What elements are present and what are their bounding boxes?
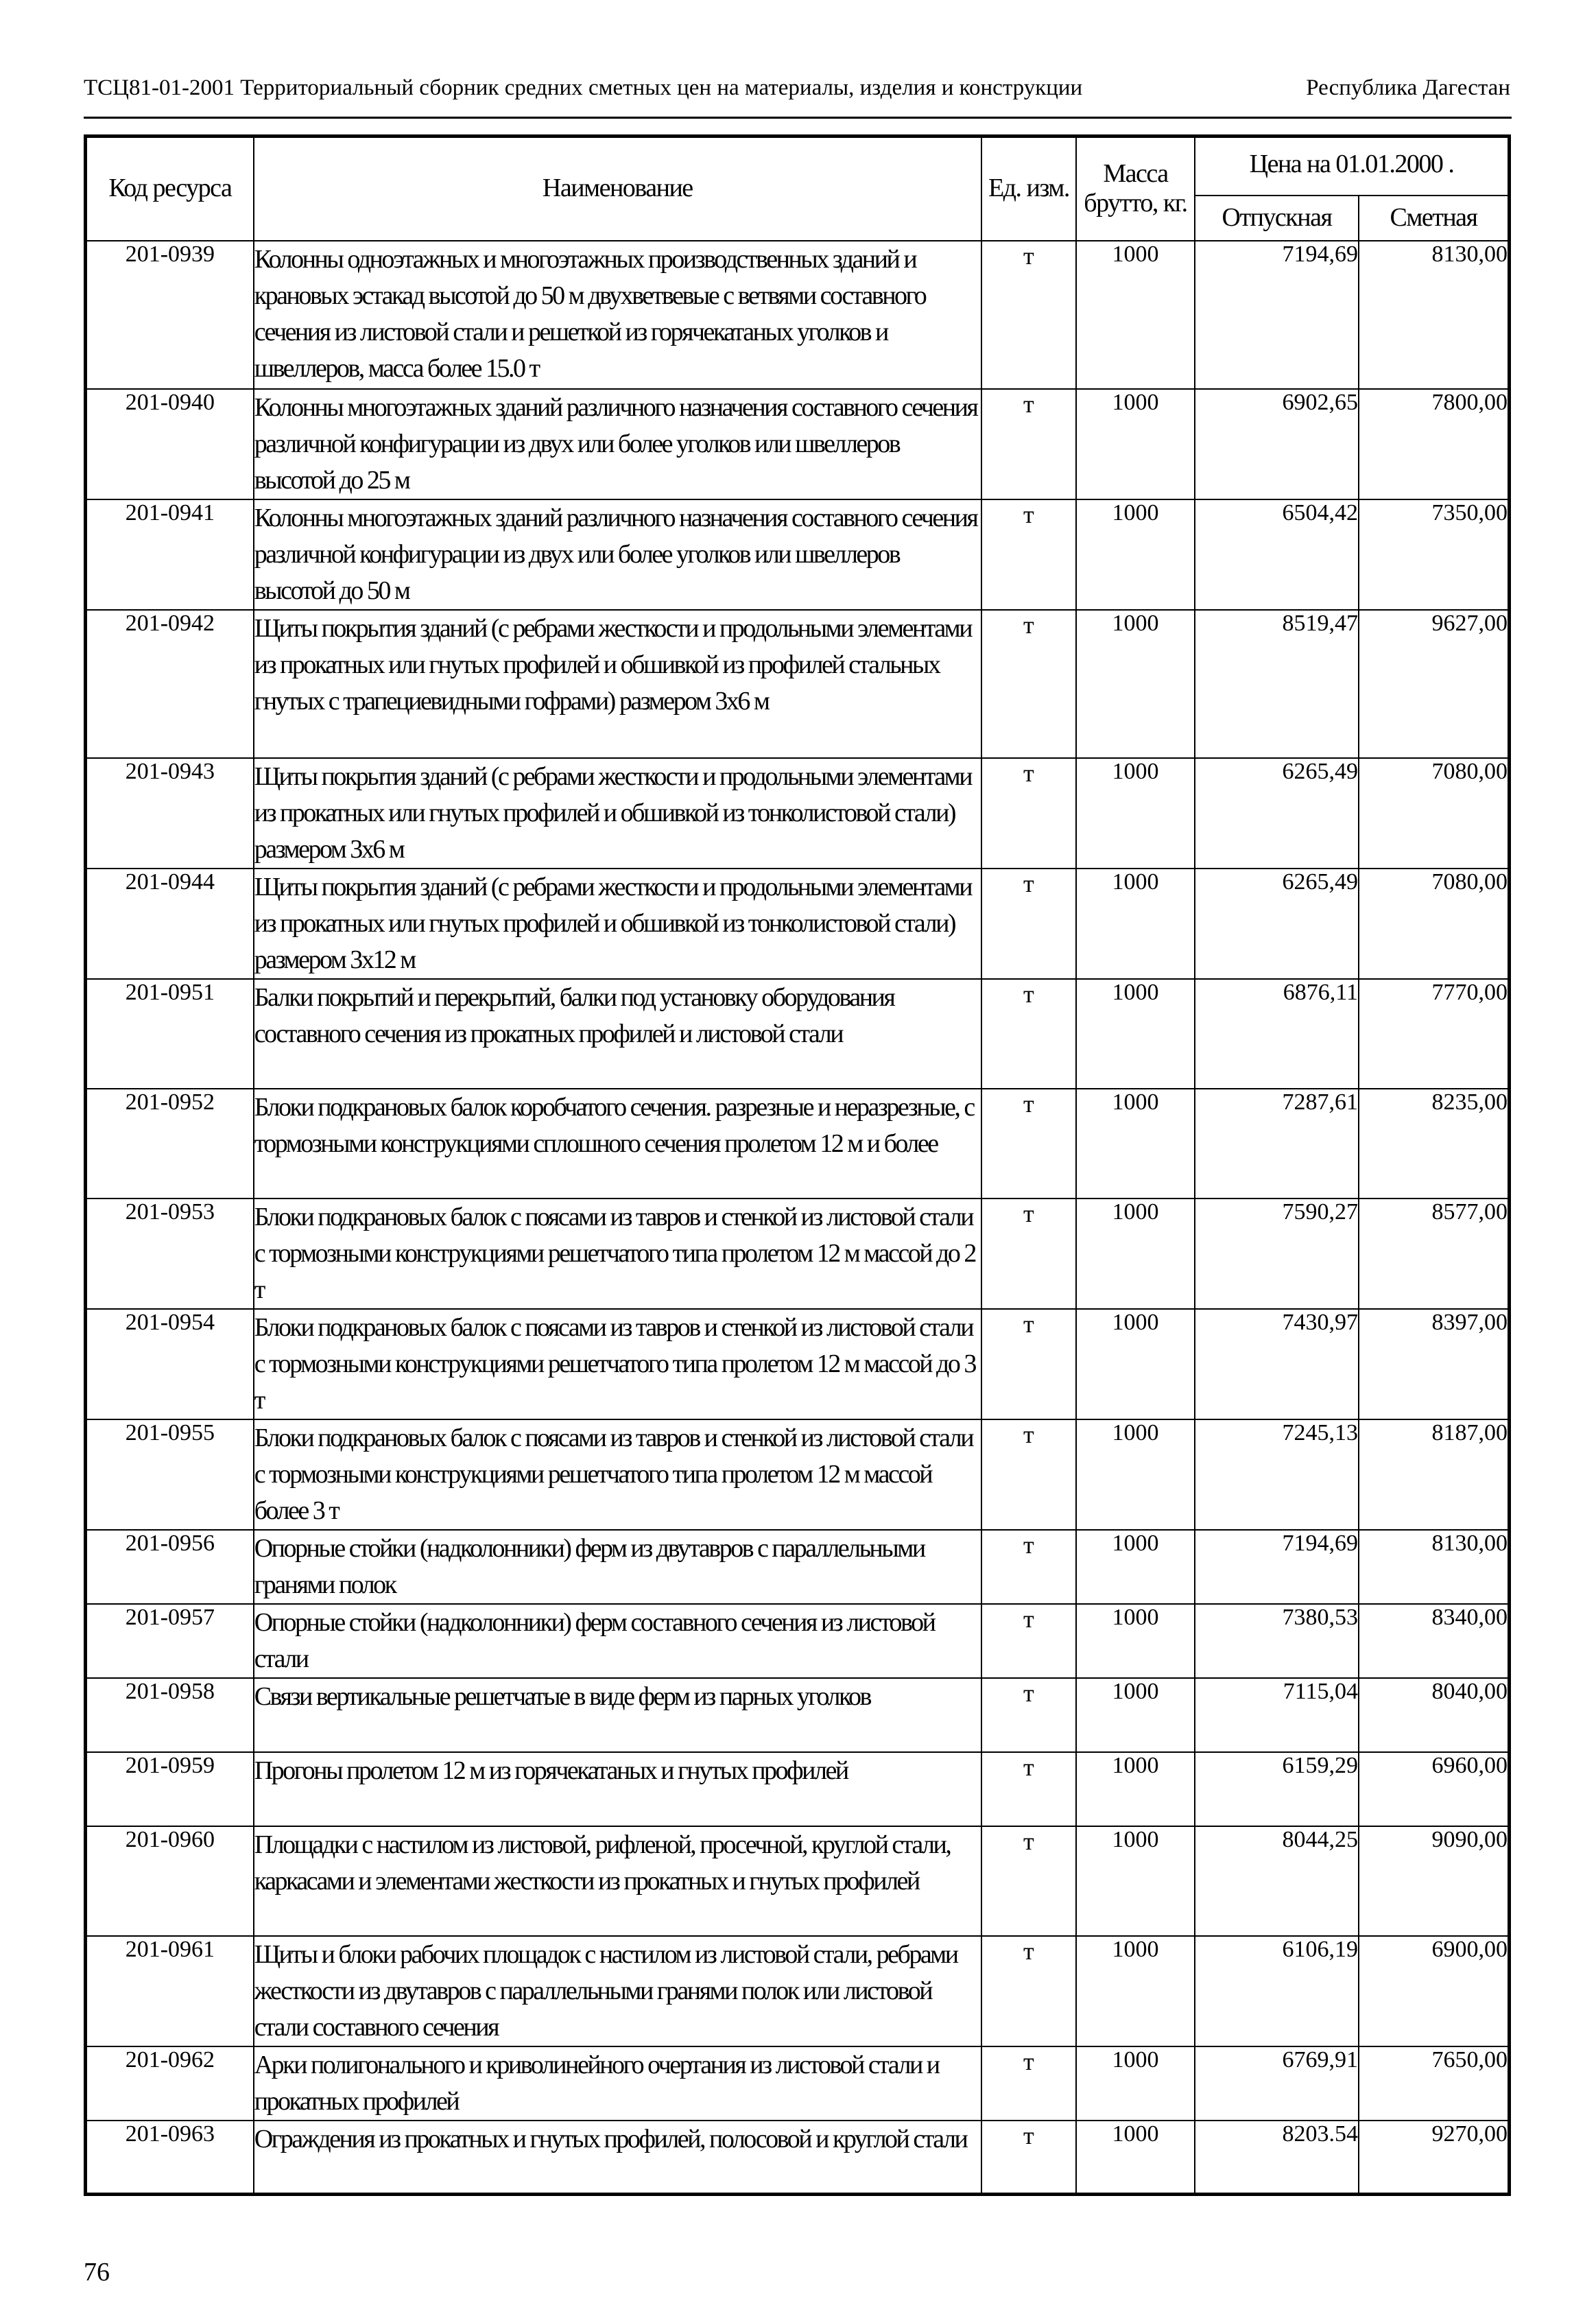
resource-name: Прогоны пролетом 12 м из горячекатаных и гнутых профилей: [254, 1752, 981, 1826]
gross-mass: 1000: [1076, 979, 1195, 1089]
table-row: [86, 1752, 1510, 1826]
resource-name: Блоки подкрановых балок с поясами из тавров и стенкой из листовой стали с тормозными конструкциями решетчатого типа пролетом 12 м массой до 3 т: [254, 1309, 981, 1419]
estimate-price: 7800,00: [1359, 389, 1509, 499]
resource-code: 201-0952: [86, 1089, 254, 1199]
resource-code: 201-0962: [86, 2046, 254, 2121]
col-header-name: Наименование: [254, 137, 981, 241]
estimate-price: 7080,00: [1359, 869, 1509, 979]
release-price: 6876,11: [1195, 979, 1359, 1089]
estimate-price: 7650,00: [1359, 2046, 1509, 2121]
resource-code: 201-0943: [86, 758, 254, 869]
gross-mass: 1000: [1076, 1309, 1195, 1419]
unit-of-measure: т: [981, 1678, 1076, 1752]
table-row: [86, 1936, 1510, 2046]
release-price: 6265,49: [1195, 869, 1359, 979]
gross-mass: 1000: [1076, 610, 1195, 758]
release-price: 7590,27: [1195, 1199, 1359, 1309]
gross-mass: 1000: [1076, 499, 1195, 610]
header-divider: [84, 117, 1512, 119]
unit-of-measure: т: [981, 1530, 1076, 1604]
header-region: Республика Дагестан: [1306, 75, 1510, 100]
table-row: [86, 1530, 1510, 1604]
resource-code: 201-0961: [86, 1936, 254, 2046]
estimate-price: 8577,00: [1359, 1199, 1509, 1309]
resource-code: 201-0958: [86, 1678, 254, 1752]
unit-of-measure: т: [981, 2121, 1076, 2195]
estimate-price: 8235,00: [1359, 1089, 1509, 1199]
unit-of-measure: т: [981, 869, 1076, 979]
release-price: 7430,97: [1195, 1309, 1359, 1419]
gross-mass: 1000: [1076, 1752, 1195, 1826]
unit-of-measure: т: [981, 1419, 1076, 1530]
gross-mass: 1000: [1076, 1826, 1195, 1936]
estimate-price: 8040,00: [1359, 1678, 1509, 1752]
unit-of-measure: т: [981, 1752, 1076, 1826]
estimate-price: 7080,00: [1359, 758, 1509, 869]
release-price: 8044,25: [1195, 1826, 1359, 1936]
table-row: [86, 758, 1510, 869]
release-price: 7245,13: [1195, 1419, 1359, 1530]
resource-code: 201-0942: [86, 610, 254, 758]
resource-name: Колонны многоэтажных зданий различного назначения составного сечения различной конфигурации из двух или более уголков или швеллеров высотой до 50 м: [254, 499, 981, 610]
col-header-release-price: Отпускная: [1195, 196, 1359, 241]
estimate-price: 7350,00: [1359, 499, 1509, 610]
resource-code: 201-0953: [86, 1199, 254, 1309]
unit-of-measure: т: [981, 1309, 1076, 1419]
estimate-price: 9270,00: [1359, 2121, 1509, 2195]
table-row: [86, 1826, 1510, 1936]
resource-code: 201-0957: [86, 1604, 254, 1678]
release-price: 7115,04: [1195, 1678, 1359, 1752]
resource-name: Колонны многоэтажных зданий различного назначения составного сечения различной конфигурации из двух или более уголков или швеллеров высотой до 25 м: [254, 389, 981, 499]
release-price: 8203.54: [1195, 2121, 1359, 2195]
resource-name: Площадки с настилом из листовой, рифленой, просечной, круглой стали, каркасами и элементами жесткости из прокатных и гнутых профилей: [254, 1826, 981, 1936]
release-price: 6902,65: [1195, 389, 1359, 499]
col-header-unit: Ед. изм.: [981, 137, 1076, 241]
gross-mass: 1000: [1076, 1678, 1195, 1752]
col-header-price-date: Цена на 01.01.2000 .: [1195, 137, 1510, 196]
resource-name: Связи вертикальные решетчатые в виде ферм из парных уголков: [254, 1678, 981, 1752]
estimate-price: 9090,00: [1359, 1826, 1509, 1936]
estimate-price: 7770,00: [1359, 979, 1509, 1089]
table-row: [86, 610, 1510, 758]
gross-mass: 1000: [1076, 389, 1195, 499]
gross-mass: 1000: [1076, 1530, 1195, 1604]
running-header: [84, 75, 1510, 101]
table-row: [86, 389, 1510, 499]
gross-mass: 1000: [1076, 2046, 1195, 2121]
page-number: 76: [84, 2258, 110, 2287]
resource-name: Щиты покрытия зданий (с ребрами жесткости и продольными элементами из прокатных или гнутых профилей и обшивкой из профилей стальных гнутых с трапециевидными гофрами) размером 3х6 м: [254, 610, 981, 758]
col-header-estimate-price: Сметная: [1359, 196, 1509, 241]
release-price: 6769,91: [1195, 2046, 1359, 2121]
resource-name: Блоки подкрановых балок с поясами из тавров и стенкой из листовой стали с тормозными конструкциями решетчатого типа пролетом 12 м массой более 3 т: [254, 1419, 981, 1530]
estimate-price: 8340,00: [1359, 1604, 1509, 1678]
resource-name: Блоки подкрановых балок с поясами из тавров и стенкой из листовой стали с тормозными конструкциями решетчатого типа пролетом 12 м массой до 2 т: [254, 1199, 981, 1309]
resource-name: Колонны одноэтажных и многоэтажных производственных зданий и крановых эстакад высотой до 50 м двухветвевые с ветвями составного сечения из листовой стали и решеткой из горячекатаных уголков и швеллеров, масса более 15.0 т: [254, 241, 981, 389]
table-row: [86, 979, 1510, 1089]
table-row: [86, 1089, 1510, 1199]
gross-mass: 1000: [1076, 1604, 1195, 1678]
resource-code: 201-0959: [86, 1752, 254, 1826]
resource-name: Щиты покрытия зданий (с ребрами жесткости и продольными элементами из прокатных или гнутых профилей и обшивкой из тонколистовой стали) размером 3х12 м: [254, 869, 981, 979]
estimate-price: 9627,00: [1359, 610, 1509, 758]
table-row: [86, 241, 1510, 389]
resource-name: Арки полигонального и криволинейного очертания из листовой стали и прокатных профилей: [254, 2046, 981, 2121]
resource-code: 201-0963: [86, 2121, 254, 2195]
resource-code: 201-0956: [86, 1530, 254, 1604]
resource-name: Опорные стойки (надколонники) ферм составного сечения из листовой стали: [254, 1604, 981, 1678]
unit-of-measure: т: [981, 610, 1076, 758]
gross-mass: 1000: [1076, 869, 1195, 979]
gross-mass: 1000: [1076, 758, 1195, 869]
unit-of-measure: т: [981, 1936, 1076, 2046]
release-price: 7194,69: [1195, 241, 1359, 389]
table-row: [86, 1309, 1510, 1419]
unit-of-measure: т: [981, 1089, 1076, 1199]
resource-name: Щиты покрытия зданий (с ребрами жесткости и продольными элементами из прокатных или гнутых профилей и обшивкой из тонколистовой стали) размером 3х6 м: [254, 758, 981, 869]
gross-mass: 1000: [1076, 2121, 1195, 2195]
table-row: [86, 869, 1510, 979]
resource-code: 201-0955: [86, 1419, 254, 1530]
release-price: 6159,29: [1195, 1752, 1359, 1826]
table-row: [86, 499, 1510, 610]
price-table: [84, 134, 1511, 2196]
release-price: 7380,53: [1195, 1604, 1359, 1678]
unit-of-measure: т: [981, 1826, 1076, 1936]
resource-code: 201-0939: [86, 241, 254, 389]
resource-code: 201-0960: [86, 1826, 254, 1936]
resource-code: 201-0940: [86, 389, 254, 499]
resource-code: 201-0944: [86, 869, 254, 979]
resource-code: 201-0954: [86, 1309, 254, 1419]
estimate-price: 6900,00: [1359, 1936, 1509, 2046]
unit-of-measure: т: [981, 389, 1076, 499]
table-row: [86, 1199, 1510, 1309]
resource-name: Опорные стойки (надколонники) ферм из двутавров с параллельными гранями полок: [254, 1530, 981, 1604]
unit-of-measure: т: [981, 241, 1076, 389]
resource-name: Балки покрытий и перекрытий, балки под установку оборудования составного сечения из прокатных профилей и листовой стали: [254, 979, 981, 1089]
resource-code: 201-0941: [86, 499, 254, 610]
release-price: 7194,69: [1195, 1530, 1359, 1604]
unit-of-measure: т: [981, 499, 1076, 610]
table-row: [86, 2121, 1510, 2195]
resource-name: Блоки подкрановых балок коробчатого сечения. разрезные и неразрезные, с тормозными конструкциями сплошного сечения пролетом 12 м и более: [254, 1089, 981, 1199]
header-title: ТСЦ81-01-2001 Территориальный сборник средних сметных цен на материалы, изделия и конструкции: [84, 75, 1083, 100]
gross-mass: 1000: [1076, 1089, 1195, 1199]
gross-mass: 1000: [1076, 241, 1195, 389]
unit-of-measure: т: [981, 2046, 1076, 2121]
col-header-mass: Масса брутто, кг.: [1076, 137, 1195, 241]
col-header-code: Код ресурса: [86, 137, 254, 241]
estimate-price: 8130,00: [1359, 241, 1509, 389]
release-price: 6265,49: [1195, 758, 1359, 869]
table-row: [86, 1604, 1510, 1678]
resource-name: Щиты и блоки рабочих площадок с настилом из листовой стали, ребрами жесткости из двутавров с параллельными гранями полок или листовой стали составного сечения: [254, 1936, 981, 2046]
table-row: [86, 1678, 1510, 1752]
estimate-price: 8397,00: [1359, 1309, 1509, 1419]
table-body: [86, 241, 1510, 2195]
release-price: 8519,47: [1195, 610, 1359, 758]
estimate-price: 6960,00: [1359, 1752, 1509, 1826]
gross-mass: 1000: [1076, 1936, 1195, 2046]
release-price: 6106,19: [1195, 1936, 1359, 2046]
gross-mass: 1000: [1076, 1199, 1195, 1309]
gross-mass: 1000: [1076, 1419, 1195, 1530]
unit-of-measure: т: [981, 1199, 1076, 1309]
unit-of-measure: т: [981, 758, 1076, 869]
unit-of-measure: т: [981, 979, 1076, 1089]
estimate-price: 8130,00: [1359, 1530, 1509, 1604]
table-row: [86, 2046, 1510, 2121]
release-price: 6504,42: [1195, 499, 1359, 610]
unit-of-measure: т: [981, 1604, 1076, 1678]
release-price: 7287,61: [1195, 1089, 1359, 1199]
resource-name: Ограждения из прокатных и гнутых профилей, полосовой и круглой стали: [254, 2121, 981, 2195]
resource-code: 201-0951: [86, 979, 254, 1089]
estimate-price: 8187,00: [1359, 1419, 1509, 1530]
table-row: [86, 1419, 1510, 1530]
